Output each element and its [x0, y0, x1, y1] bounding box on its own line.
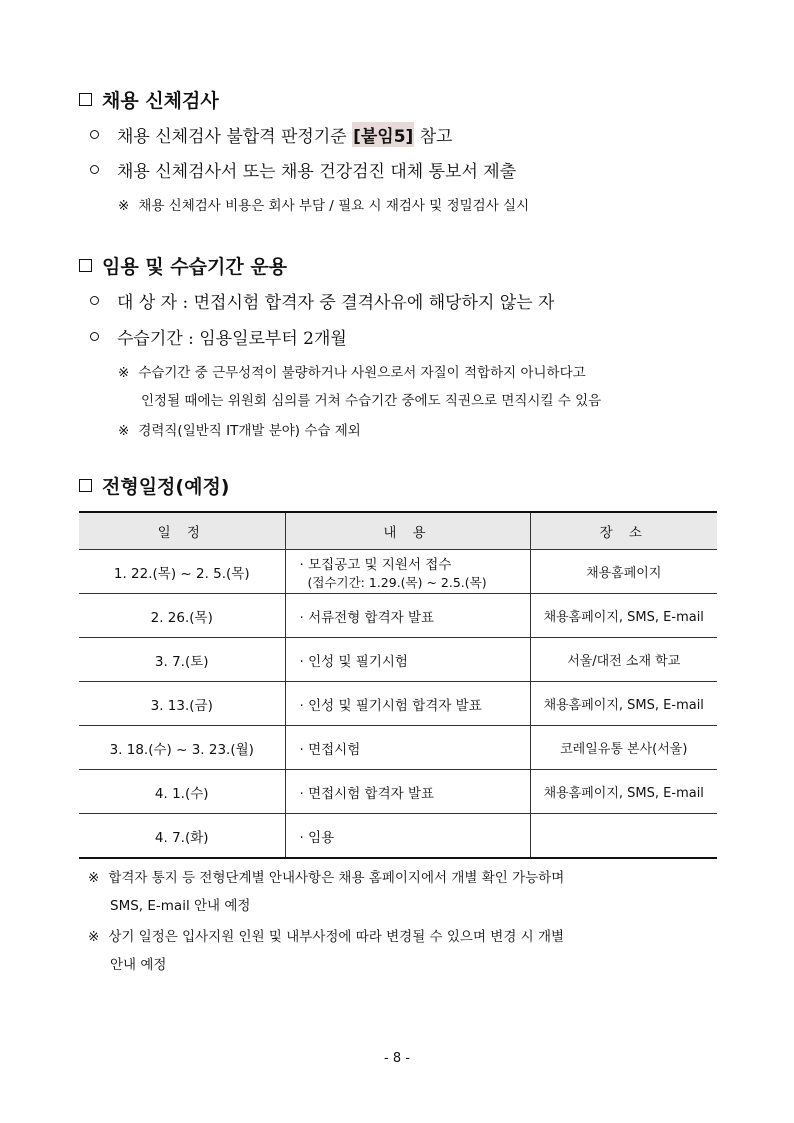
table-row: 2. 26.(목) · 서류전형 합격자 발표 채용홈페이지, SMS, E-mail: [79, 594, 717, 638]
reference-mark-icon: ※: [88, 870, 100, 886]
reference-mark-icon: ※: [118, 365, 130, 381]
section-title-physical-exam: [79, 86, 219, 113]
checkbox-square-icon: [79, 259, 92, 272]
table-row: 3. 7.(토) · 인성 및 필기시험 서울/대전 소재 학교: [79, 638, 717, 682]
page-number: - 8 -: [384, 1051, 410, 1066]
note-probation-exception: ※ 경력직(일반직 IT개발 분야) 수습 제외: [118, 423, 361, 439]
circle-bullet-icon: [90, 130, 99, 139]
appendix-highlight: [붙임5]: [352, 122, 414, 147]
note-physical-exam-cost: ※ 채용 신체검사 비용은 회사 부담 / 필요 시 재검사 및 정밀검사 실시: [118, 198, 530, 214]
table-row: 3. 18.(수) ~ 3. 23.(월) · 면접시험 코레일유통 본사(서울): [79, 726, 717, 770]
header-date: 일 정: [79, 512, 285, 550]
section-title-probation: [79, 252, 287, 279]
footnote-schedule-change-cont: 안내 예정: [110, 957, 167, 973]
reference-mark-icon: ※: [118, 423, 130, 439]
circle-bullet-icon: [90, 165, 99, 174]
section-title-schedule: [79, 472, 230, 499]
reference-mark-icon: ※: [88, 929, 100, 945]
table-row: 1. 22.(목) ~ 2. 5.(목) · 모집공고 및 지원서 접수 (접수기간: 1.29.(목) ~ 2.5.(목) 채용홈페이지: [79, 550, 717, 594]
bullet-probation-period: 수습기간 : 임용일로부터 2개월: [90, 324, 347, 349]
bullet-physical-exam-criteria: 채용 신체검사 불합격 판정기준 [붙임5] 참고: [90, 122, 453, 147]
footnote-schedule-change: ※ 상기 일정은 입사지원 인원 및 내부사정에 따라 변경될 수 있으며 변경 시 개별: [88, 923, 564, 951]
section-title-text: 전형일정(예정): [102, 476, 230, 498]
table-row: 4. 7.(화) · 임용: [79, 814, 717, 859]
circle-bullet-icon: [90, 296, 99, 305]
note-probation-dismissal-cont: 인정될 때에는 위원회 심의를 거쳐 수습기간 중에도 직권으로 면직시킬 수 있음: [141, 393, 602, 409]
checkbox-square-icon: [79, 93, 92, 106]
section-title-text: 채용 신체검사: [102, 90, 219, 112]
header-place: 장 소: [530, 512, 717, 550]
table-row: 3. 13.(금) · 인성 및 필기시험 합격자 발표 채용홈페이지, SMS, E-mail: [79, 682, 717, 726]
checkbox-square-icon: [79, 479, 92, 492]
bullet-target: 대 상 자 : 면접시험 합격자 중 결격사유에 해당하지 않는 자: [90, 288, 554, 313]
note-probation-dismissal: ※ 수습기간 중 근무성적이 불량하거나 사원으로서 자질이 적합하지 아니하다고: [118, 365, 586, 381]
table-header-row: [79, 512, 717, 550]
schedule-table: [79, 511, 717, 859]
footnote-notification: ※ 합격자 통지 등 전형단계별 안내사항은 채용 홈페이지에서 개별 확인 가능하며: [88, 864, 564, 892]
table-row: 4. 1.(수) · 면접시험 합격자 발표 채용홈페이지, SMS, E-mail: [79, 770, 717, 814]
bullet-physical-exam-submission: 채용 신체검사서 또는 채용 건강검진 대체 통보서 제출: [90, 157, 516, 182]
header-content: 내 용: [285, 512, 530, 550]
circle-bullet-icon: [90, 332, 99, 341]
footnote-notification-cont: SMS, E-mail 안내 예정: [110, 898, 251, 914]
reference-mark-icon: ※: [118, 198, 130, 214]
section-title-text: 임용 및 수습기간 운용: [102, 256, 288, 278]
